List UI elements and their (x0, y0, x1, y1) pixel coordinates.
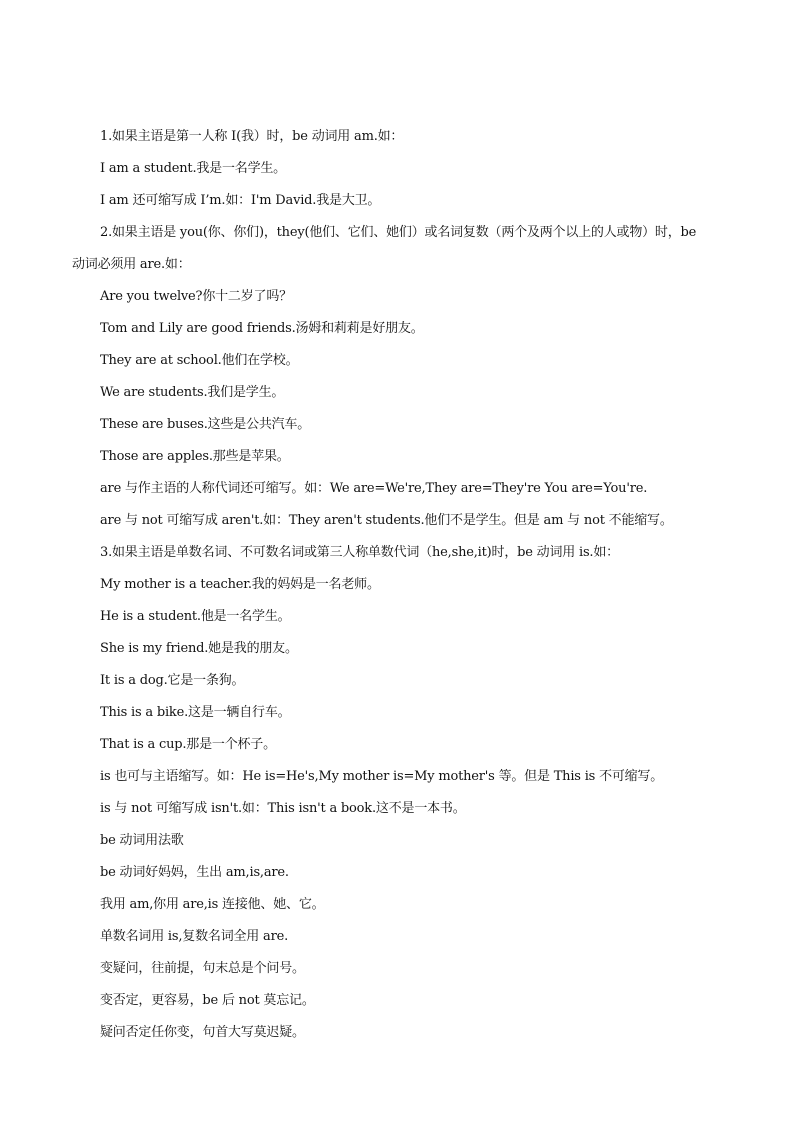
example-line: I am a student.我是一名学生。 (100, 161, 286, 176)
example-line: Are you twelve?你十二岁了吗？ (100, 289, 292, 304)
example-line: She is my friend.她是我的朋友。 (100, 641, 298, 656)
example-line: He is a student.他是一名学生。 (100, 609, 291, 624)
note-line: is 也可与主语缩写。如：He is=He's,My mother is=My mother's 等。但是 This is 不可缩写。 (100, 769, 664, 784)
example-line: Tom and Lily are good friends.汤姆和莉莉是好朋友。 (100, 321, 424, 336)
example-line: These are buses.这些是公共汽车。 (100, 417, 311, 432)
note-line: are 与作主语的人称代词还可缩写。如：We are=We're,They are=They're You are=You're. (100, 481, 648, 496)
example-line: I am 还可缩写成 I’m.如：I'm David.我是大卫。 (100, 193, 381, 208)
document-body (72, 129, 728, 1057)
example-line: They are at school.他们在学校。 (100, 353, 299, 368)
example-line: That is a cup.那是一个杯子。 (100, 737, 276, 752)
example-line: This is a bike.这是一辆自行车。 (100, 705, 291, 720)
song-line: 疑问否定任你变，句首大写莫迟疑。 (100, 1025, 305, 1040)
rule-3-third-person: 3.如果主语是单数名词、不可数名词或第三人称单数代词（he,she,it)时，be 动词用 is.如： (100, 545, 619, 560)
example-line: My mother is a teacher.我的妈妈是一名老师。 (100, 577, 380, 592)
rule-2-paragraph (72, 225, 728, 273)
note-line: is 与 not 可缩写成 isn't.如：This isn't a book.这不是一本书。 (100, 801, 466, 816)
rule-2-line-1: 2.如果主语是 you(你、你们)，they(他们、它们、她们）或名词复数（两个及两个以上的人或物）时，be (100, 225, 697, 240)
song-line: 我用 am,你用 are,is 连接他、她、它。 (100, 897, 325, 912)
example-line: It is a dog.它是一条狗。 (100, 673, 245, 688)
example-line: Those are apples.那些是苹果。 (100, 449, 290, 464)
song-line: 变否定，更容易，be 后 not 莫忘记。 (100, 993, 315, 1008)
song-title: be 动词用法歌 (100, 833, 184, 848)
song-line: 变疑问，往前提，句末总是个问号。 (100, 961, 305, 976)
note-line: are 与 not 可缩写成 aren't.如：They aren't students.他们不是学生。但是 am 与 not 不能缩写。 (100, 513, 673, 528)
rule-1-first-person: 1.如果主语是第一人称 I(我）时，be 动词用 am.如： (100, 129, 404, 144)
song-line: be 动词好妈妈，生出 am,is,are. (100, 865, 289, 880)
rule-2-line-2: 动词必须用 are.如： (72, 257, 191, 272)
example-line: We are students.我们是学生。 (100, 385, 285, 400)
song-line: 单数名词用 is,复数名词全用 are. (100, 929, 289, 944)
